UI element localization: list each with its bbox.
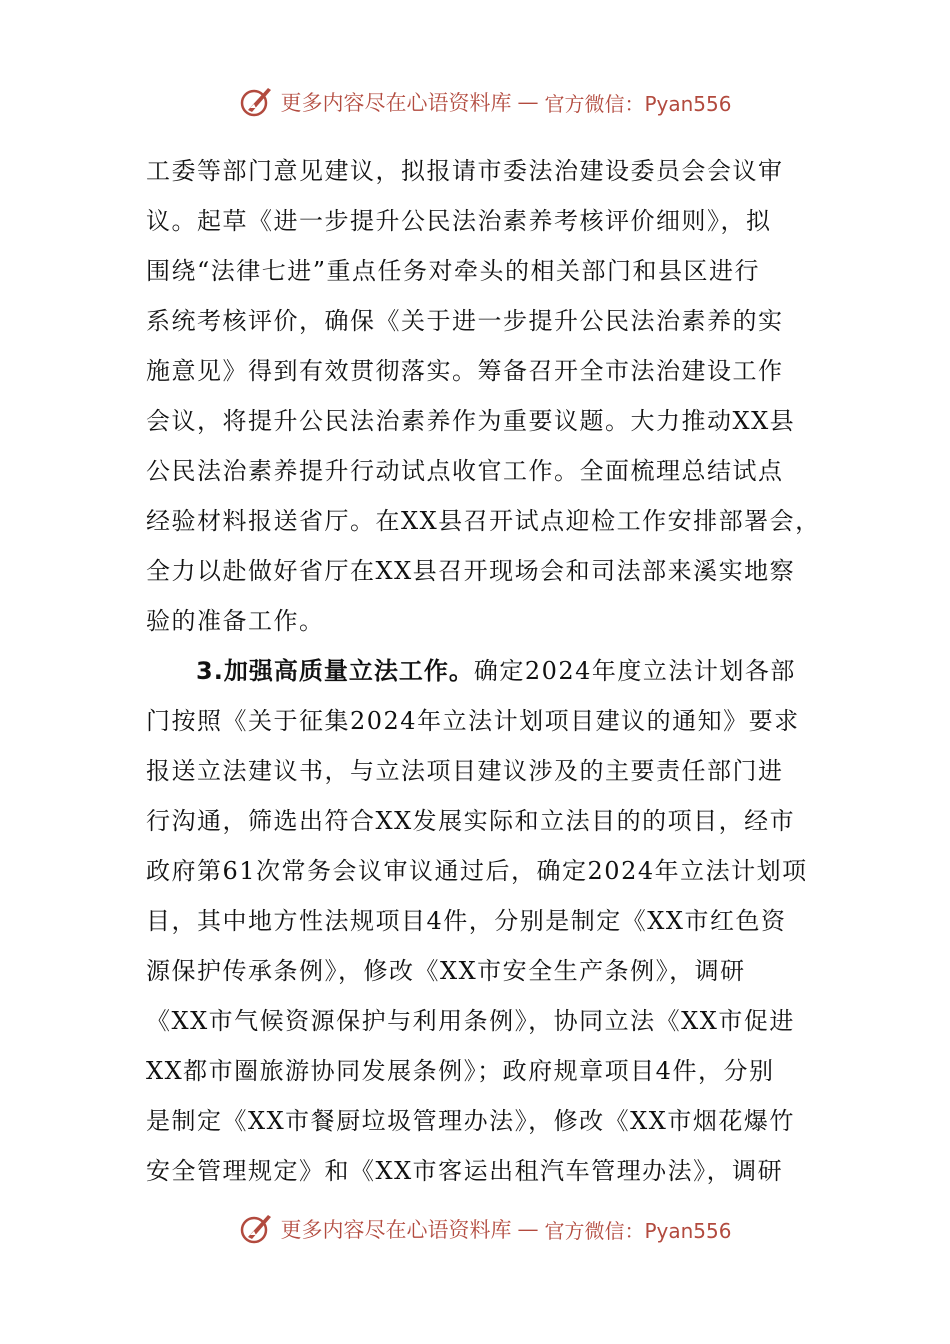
body-line: 报送立法建议书，与立法项目建议涉及的主要责任部门进 [146, 757, 784, 785]
body-line: 公民法治素养提升行动试点收官工作。全面梳理总结试点 [146, 457, 784, 485]
watermark-banner-bottom [0, 1209, 950, 1249]
watermark-dash: — [517, 1217, 539, 1241]
body-line: 是制定《XX市餐厨垃圾管理办法》，修改《XX市烟花爆竹 [146, 1107, 795, 1135]
body-line: 经验材料报送省厅。在XX县召开试点迎检工作安排部署会， [146, 507, 821, 535]
quill-seal-icon [238, 1211, 274, 1247]
body-line: 议。起草《进一步提升公民法治素养考核评价细则》，拟 [146, 207, 772, 235]
body-line: 安全管理规定》和《XX市客运出租汽车管理办法》，调研 [146, 1157, 784, 1185]
body-line: 行沟通，筛选出符合XX发展实际和立法目的的项目，经市 [146, 807, 796, 835]
body-line: 源保护传承条例》，修改《XX市安全生产条例》，调研 [146, 957, 746, 985]
watermark-content [238, 84, 731, 120]
body-line: 系统考核评价，确保《关于进一步提升公民法治素养的实 [146, 307, 784, 335]
body-line: 围绕“法律七进”重点任务对牵头的相关部门和县区进行 [146, 257, 761, 285]
watermark-contact-text: 官方微信：Pyan556 [544, 91, 732, 116]
watermark-content [238, 1211, 731, 1247]
body-line: 施意见》得到有效贯彻落实。筹备召开全市法治建设工作 [146, 357, 784, 385]
watermark-contact-text: 官方微信：Pyan556 [544, 1218, 732, 1243]
body-line: 《XX市气候资源保护与利用条例》，协同立法《XX市促进 [146, 1007, 795, 1035]
document-body [146, 146, 821, 1196]
watermark-banner-top [0, 82, 950, 122]
body-line: 目，其中地方性法规项目4件，分别是制定《XX市红色资 [146, 907, 787, 935]
watermark-brand-text: 更多内容尽在心语资料库 [280, 91, 512, 115]
section-3-first-line [146, 646, 806, 696]
section-3-heading: 3.加强高质量立法工作。 [196, 657, 474, 685]
body-line: 会议，将提升公民法治素养作为重要议题。大力推动XX县 [146, 407, 796, 435]
body-line: 政府第61次常务会议审议通过后，确定2024年立法计划项 [146, 857, 808, 885]
body-line: 工委等部门意见建议，拟报请市委法治建设委员会会议审 [146, 157, 784, 185]
watermark-brand-text: 更多内容尽在心语资料库 [280, 1218, 512, 1242]
watermark-dash: — [517, 90, 539, 114]
body-line: 验的准备工作。 [146, 607, 325, 635]
body-line: 全力以赴做好省厅在XX县召开现场会和司法部来溪实地察 [146, 557, 796, 585]
section-3-first-text: 确定2024年度立法计划各部 [473, 657, 796, 685]
quill-seal-icon [238, 84, 274, 120]
body-line: 门按照《关于征集2024年立法计划项目建议的通知》要求 [146, 707, 800, 735]
body-line: XX都市圈旅游协同发展条例》；政府规章项目4件，分别 [146, 1057, 775, 1085]
